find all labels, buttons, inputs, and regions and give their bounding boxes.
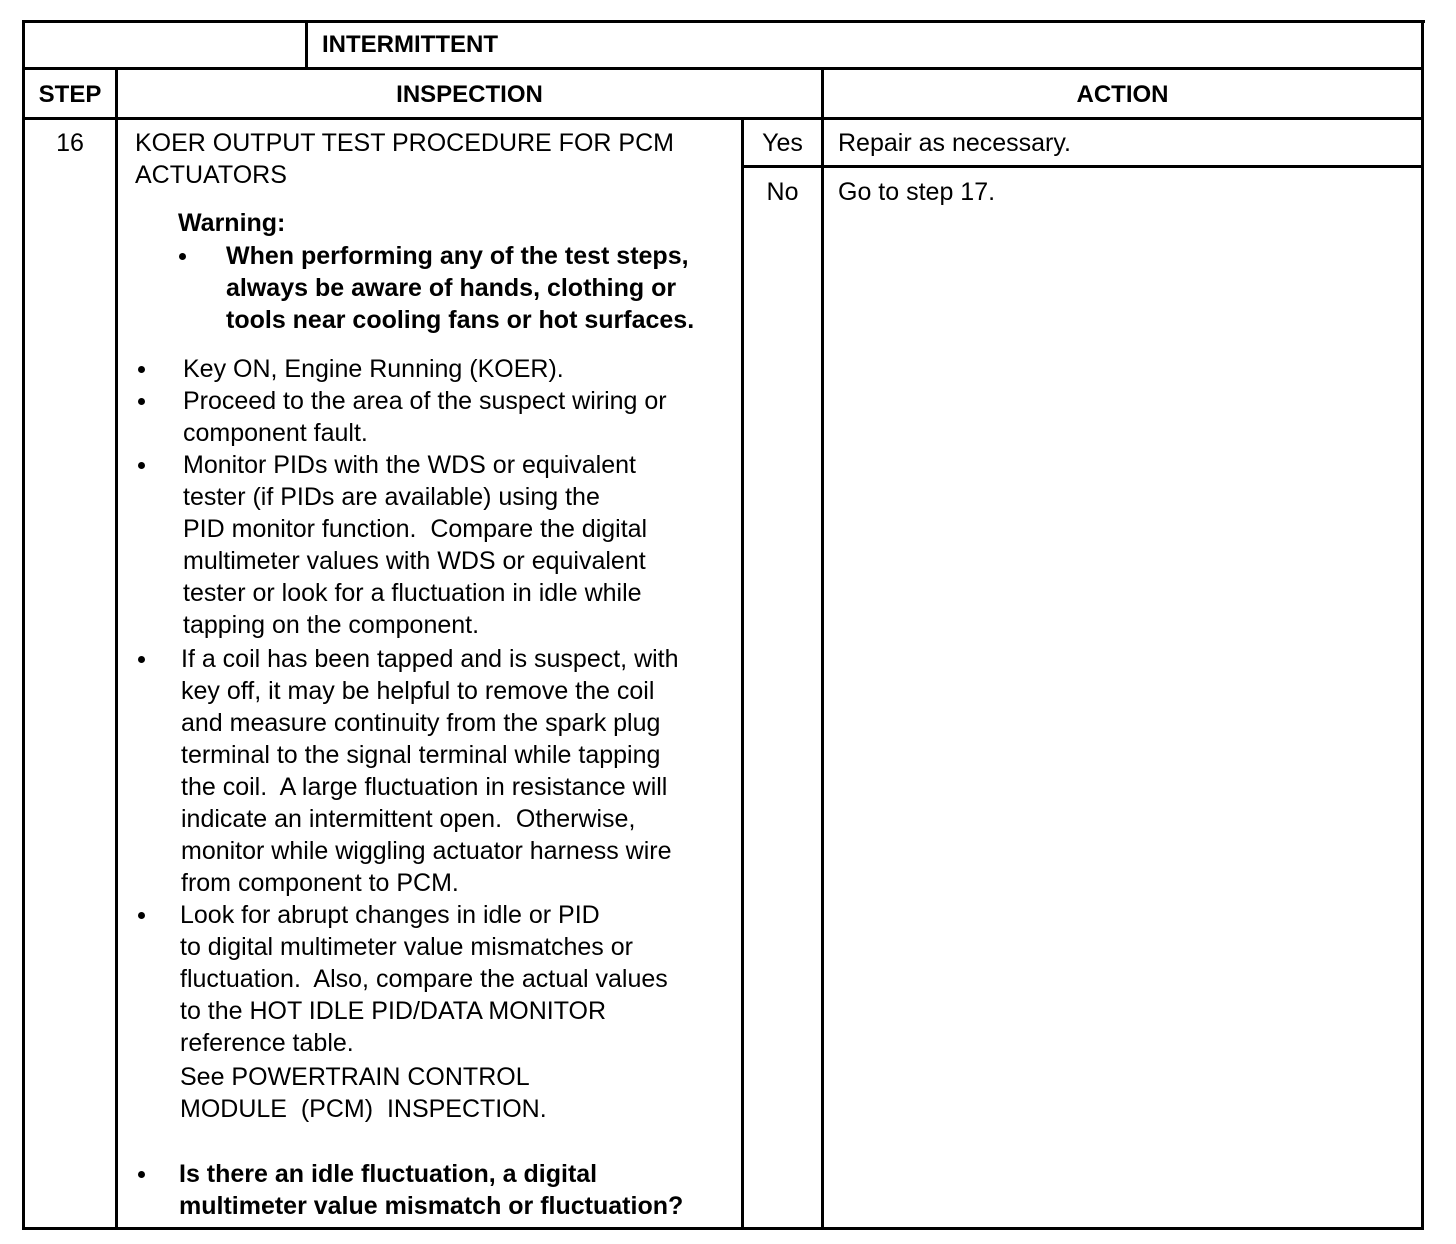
answer-no: No	[766, 178, 799, 206]
bullet-line: to digital multimeter value mismatches or	[180, 933, 633, 961]
yes-no-divider	[741, 165, 1424, 168]
action-column-rule	[821, 67, 824, 1230]
bullet-line: key off, it may be helpful to remove the coil	[181, 677, 655, 705]
title-bottom-rule	[22, 67, 1424, 70]
question-bullet-icon	[138, 1171, 145, 1178]
title-divider	[305, 20, 308, 70]
table-border-left	[22, 20, 25, 1230]
table-border-right	[1421, 20, 1424, 1230]
bullet-line: Key ON, Engine Running (KOER).	[183, 355, 564, 383]
bullet-line: to the HOT IDLE PID/DATA MONITOR	[180, 997, 607, 1025]
warning-line: When performing any of the test steps,	[226, 242, 689, 270]
bullet-line: terminal to the signal terminal while tapping	[181, 741, 661, 769]
warning-label: Warning:	[178, 209, 286, 237]
bullet-line: multimeter values with WDS or equivalent	[183, 547, 646, 575]
bullet-line: tester (if PIDs are available) using the	[183, 483, 600, 511]
procedure-heading-line: KOER OUTPUT TEST PROCEDURE FOR PCM	[135, 129, 674, 157]
action-header: ACTION	[1076, 81, 1169, 108]
inspection-header: INSPECTION	[396, 81, 543, 108]
bullet-line: reference table.	[180, 1029, 354, 1057]
action-no: Go to step 17.	[838, 178, 996, 206]
warning-bullet-icon	[179, 253, 186, 260]
step-column-rule	[115, 67, 118, 1230]
bullet-line: See POWERTRAIN CONTROL	[180, 1063, 530, 1091]
bullet-line: indicate an intermittent open. Otherwise,	[181, 805, 636, 833]
warning-line: always be aware of hands, clothing or	[226, 274, 677, 302]
question-line: Is there an idle fluctuation, a digital	[179, 1160, 598, 1188]
bullet-icon	[138, 366, 145, 373]
bullet-line: component fault.	[183, 419, 368, 447]
bullet-line: If a coil has been tapped and is suspect, with	[181, 645, 679, 673]
answer-column-rule	[741, 117, 744, 1230]
bullet-line: tester or look for a fluctuation in idle while	[183, 579, 642, 607]
table-border-top	[22, 20, 1425, 23]
bullet-icon	[138, 656, 145, 663]
bullet-line: Proceed to the area of the suspect wiring or	[183, 387, 667, 415]
bullet-line: Monitor PIDs with the WDS or equivalent	[183, 451, 636, 479]
warning-line: tools near cooling fans or hot surfaces.	[226, 306, 695, 334]
table-border-bottom	[22, 1227, 1424, 1230]
bullet-icon	[138, 912, 145, 919]
bullet-line: the coil. A large fluctuation in resistance will	[181, 773, 668, 801]
step-number: 16	[56, 129, 84, 157]
header-bottom-rule	[22, 117, 1424, 120]
bullet-line: from component to PCM.	[181, 869, 459, 897]
bullet-line: Look for abrupt changes in idle or PID	[180, 901, 600, 929]
bullet-line: PID monitor function. Compare the digital	[183, 515, 648, 543]
procedure-heading-line: ACTUATORS	[135, 161, 287, 189]
bullet-line: and measure continuity from the spark plug	[181, 709, 661, 737]
table-title: INTERMITTENT	[322, 31, 498, 58]
action-yes: Repair as necessary.	[838, 129, 1071, 157]
bullet-icon	[138, 398, 145, 405]
bullet-icon	[138, 462, 145, 469]
step-header: STEP	[38, 81, 102, 108]
bullet-line: fluctuation. Also, compare the actual values	[180, 965, 668, 993]
bullet-line: tapping on the component.	[183, 611, 480, 639]
bullet-line: MODULE (PCM) INSPECTION.	[180, 1095, 547, 1123]
bullet-line: monitor while wiggling actuator harness wire	[181, 837, 672, 865]
answer-yes: Yes	[762, 129, 803, 157]
question-line: multimeter value mismatch or fluctuation?	[179, 1192, 684, 1220]
